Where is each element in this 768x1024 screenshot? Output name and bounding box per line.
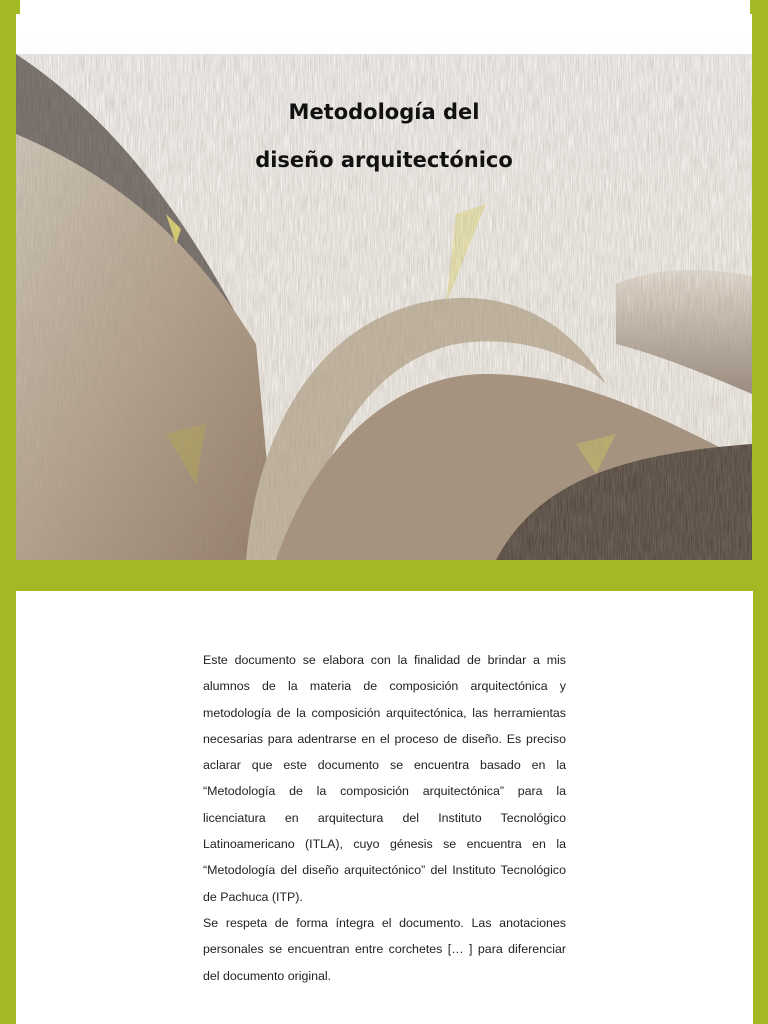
cover-title-line-2: diseño arquitectónico (255, 148, 513, 172)
intro-paragraph-1: Este documento se elabora con la finalidad de brindar a mis alumnos de la materia de composición arquitectónica y metodología de la composición arquitectónica, las herramientas necesarias para adentrarse en el proceso de diseño. Es preciso aclarar que este documento se encuentra basado en la “Metodología de la composición arquitectónica” para la licenciatura en arquitectura del Instituto Tecnológico Latinoamericano (ITLA), cuyo génesis se encuentra en la “Metodología del diseño arquitectónico” del Instituto Tecnológico de Pachuca (ITP). (203, 653, 566, 904)
cover-page (16, 14, 752, 560)
cover-painting-image (16, 14, 752, 560)
intro-text-block (203, 647, 566, 989)
cover-title-line-1: Metodología del (288, 100, 480, 124)
intro-page (16, 591, 753, 1024)
previous-page-edge (20, 0, 750, 14)
intro-paragraph-2: Se respeta de forma íntegra el documento. Las anotaciones personales se encuentran entre corchetes [… ] para diferenciar del documento original. (203, 915, 566, 983)
